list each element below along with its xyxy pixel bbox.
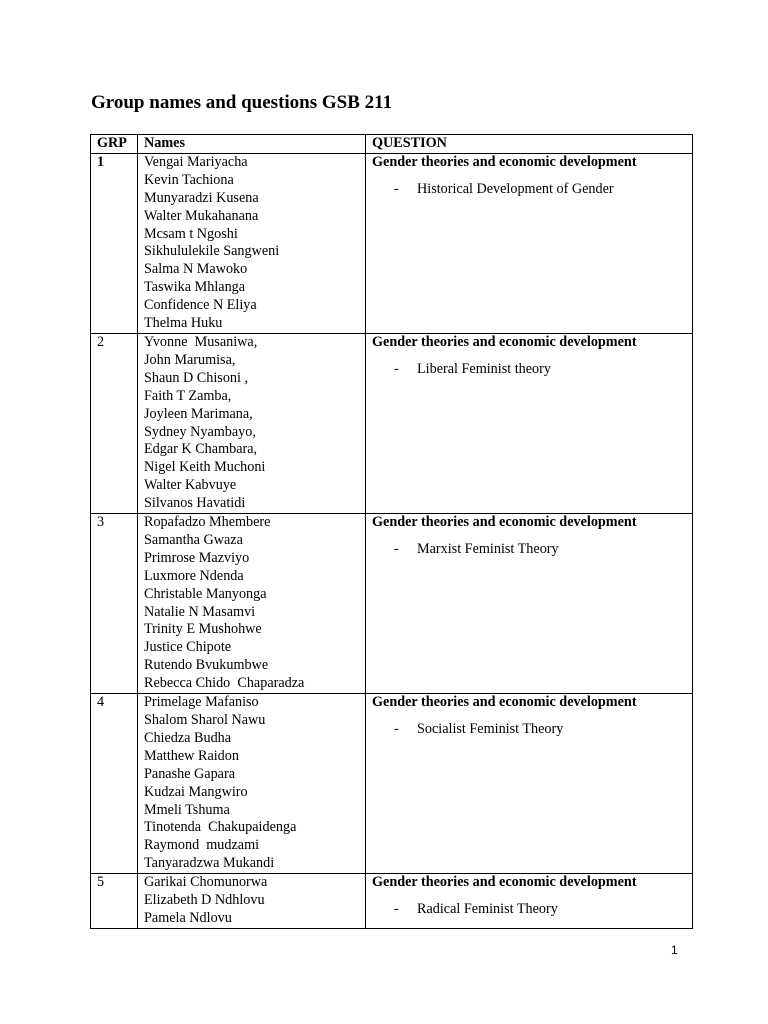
- page-title: Group names and questions GSB 211: [91, 92, 393, 113]
- member-name: Walter Mukahanana: [144, 207, 259, 224]
- question-topic: Radical Feminist Theory: [417, 901, 558, 918]
- member-name: Kudzai Mangwiro: [144, 783, 248, 800]
- question-topic-item: [372, 181, 686, 199]
- member-name: John Marumisa,: [144, 351, 236, 368]
- table-row: [91, 514, 693, 694]
- question-title: Gender theories and economic development: [372, 874, 637, 891]
- member-name: Faith T Zamba,: [144, 387, 232, 404]
- member-name: Sikhululekile Sangweni: [144, 243, 280, 260]
- member-name: Shalom Sharol Nawu: [144, 712, 266, 728]
- member-name: Shaun D Chisoni ,: [144, 369, 249, 386]
- member-name: Taswika Mhlanga: [144, 279, 246, 296]
- table-row: [91, 874, 693, 929]
- member-name: Primelage Mafaniso: [144, 694, 259, 711]
- bullet-dash: -: [394, 901, 399, 918]
- member-name: Chiedza Budha: [144, 729, 232, 746]
- member-name: Primrose Mazviyo: [144, 549, 250, 566]
- member-name: Sydney Nyambayo,: [144, 423, 256, 440]
- question-title: Gender theories and economic development: [372, 153, 637, 170]
- group-question: [366, 153, 693, 333]
- member-name: Panashe Gapara: [144, 765, 235, 782]
- group-names: [138, 874, 366, 929]
- table-row: [91, 333, 693, 513]
- member-name: Pamela Ndlovu: [144, 909, 232, 926]
- bullet-dash: -: [394, 721, 399, 737]
- member-name: Trinity E Mushohwe: [144, 621, 262, 638]
- member-name: Confidence N Eliya: [144, 297, 257, 314]
- member-name: Tanyaradzwa Mukandi: [144, 855, 275, 872]
- groups-table: [90, 134, 693, 929]
- member-name: Vengai Mariyacha: [144, 153, 248, 170]
- member-name: Natalie N Masamvi: [144, 603, 256, 620]
- member-name: Raymond mudzami: [144, 837, 260, 854]
- question-topic: Historical Development of Gender: [417, 180, 614, 197]
- group-question: [366, 694, 693, 874]
- member-name: Walter Kabvuye: [144, 477, 237, 494]
- member-name: Rebecca Chido Chaparadza: [144, 675, 305, 692]
- question-topic-item: [372, 901, 686, 919]
- question-topic-item: [372, 541, 686, 559]
- group-number: 3: [91, 514, 138, 694]
- group-number: 5: [91, 874, 138, 929]
- member-name: Samantha Gwaza: [144, 531, 243, 548]
- group-question: [366, 333, 693, 513]
- member-name: Thelma Huku: [144, 315, 223, 332]
- group-names: [138, 333, 366, 513]
- question-title: Gender theories and economic development: [372, 514, 637, 531]
- member-name: Garikai Chomunorwa: [144, 874, 268, 891]
- question-topic: Socialist Feminist Theory: [417, 721, 564, 737]
- member-name: Mcsam t Ngoshi: [144, 225, 238, 242]
- member-name: Joyleen Marimana,: [144, 405, 253, 422]
- group-number: 4: [91, 694, 138, 874]
- member-name: Nigel Keith Muchoni: [144, 459, 266, 476]
- group-number: 2: [91, 333, 138, 513]
- question-title: Gender theories and economic development: [372, 694, 637, 711]
- member-name: Tinotenda Chakupaidenga: [144, 819, 297, 836]
- group-number: 1: [91, 153, 138, 333]
- bullet-dash: -: [394, 360, 399, 377]
- member-name: Rutendo Bvukumbwe: [144, 657, 269, 674]
- table-header-row: [91, 135, 693, 154]
- member-name: Luxmore Ndenda: [144, 567, 244, 584]
- question-topic-item: [372, 361, 686, 379]
- member-name: Christable Manyonga: [144, 585, 267, 602]
- member-name: Edgar K Chambara,: [144, 441, 258, 458]
- group-names: [138, 153, 366, 333]
- table-row: [91, 153, 693, 333]
- question-topic: Liberal Feminist theory: [417, 360, 551, 377]
- member-name: Matthew Raidon: [144, 747, 239, 764]
- member-name: Elizabeth D Ndhlovu: [144, 892, 265, 909]
- member-name: Silvanos Havatidi: [144, 495, 246, 512]
- member-name: Mmeli Tshuma: [144, 801, 230, 818]
- bullet-dash: -: [394, 540, 399, 557]
- member-name: Ropafadzo Mhembere: [144, 514, 271, 531]
- group-names: [138, 694, 366, 874]
- question-topic: Marxist Feminist Theory: [417, 540, 559, 557]
- bullet-dash: -: [394, 180, 399, 197]
- header-names: Names: [138, 135, 366, 154]
- page-number: 1: [671, 943, 678, 957]
- group-question: [366, 514, 693, 694]
- header-question: QUESTION: [366, 135, 693, 154]
- member-name: Kevin Tachiona: [144, 171, 234, 188]
- question-topic-item: [372, 721, 686, 739]
- member-name: Justice Chipote: [144, 639, 232, 656]
- group-question: [366, 874, 693, 929]
- table-row: [91, 694, 693, 874]
- group-names: [138, 514, 366, 694]
- member-name: Munyaradzi Kusena: [144, 189, 259, 206]
- header-grp: GRP: [91, 135, 138, 154]
- member-name: Yvonne Musaniwa,: [144, 333, 258, 350]
- question-title: Gender theories and economic development: [372, 333, 637, 350]
- member-name: Salma N Mawoko: [144, 261, 248, 278]
